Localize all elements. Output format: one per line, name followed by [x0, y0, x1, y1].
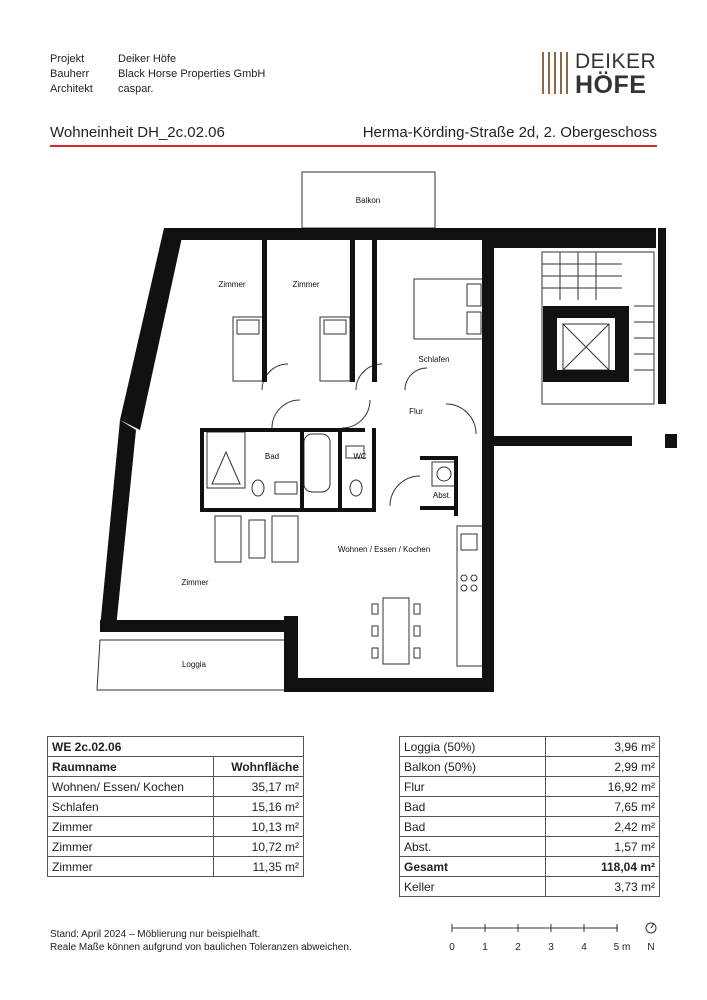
scale-tick-4: 4: [581, 942, 587, 953]
plan-walls: [100, 228, 677, 692]
label-zimmer-2: Zimmer: [292, 280, 320, 289]
row-area: 1,57 m²: [546, 837, 660, 857]
row-name: Zimmer: [48, 817, 214, 837]
header-divider: [50, 145, 657, 147]
row-area: 3,73 m²: [546, 877, 660, 897]
row-area: 118,04 m²: [546, 857, 660, 877]
row-name: Loggia (50%): [400, 737, 546, 757]
label-zimmer-3: Zimmer: [181, 578, 209, 587]
row-name: Schlafen: [48, 797, 214, 817]
table-row: [48, 837, 304, 857]
row-area: 2,99 m²: [546, 757, 660, 777]
logo-text-top: DEIKER: [575, 50, 657, 73]
table-row: [400, 797, 660, 817]
table-row: [48, 797, 304, 817]
row-name: Abst.: [400, 837, 546, 857]
row-name: Zimmer: [48, 837, 214, 857]
scale-bar: [450, 918, 658, 958]
col-wohnflaeche: Wohnfläche: [213, 757, 303, 777]
logo-bars-icon: [542, 52, 568, 94]
row-area: 35,17 m²: [213, 777, 303, 797]
projekt-label: Projekt: [50, 53, 85, 65]
row-name: Gesamt: [400, 857, 546, 877]
floor-plan: [0, 160, 707, 700]
row-area: 10,13 m²: [213, 817, 303, 837]
scale-tick-0: 0: [449, 942, 455, 953]
label-schlafen: Schlafen: [418, 355, 450, 364]
label-bad: Bad: [264, 452, 280, 461]
scale-tick-2: 2: [515, 942, 521, 953]
table-row: [400, 737, 660, 757]
bauherr-label: Bauherr: [50, 68, 90, 80]
label-wohnen: Wohnen / Essen / Kochen: [337, 545, 431, 554]
scale-tick-3: 3: [548, 942, 554, 953]
table-row: [48, 857, 304, 877]
room-table-left: [47, 736, 304, 877]
row-area: 11,35 m²: [213, 857, 303, 877]
row-area: 2,42 m²: [546, 817, 660, 837]
row-name: Bad: [400, 817, 546, 837]
row-area: 15,16 m²: [213, 797, 303, 817]
scale-tick-5: 5 m: [613, 942, 631, 953]
row-name: Flur: [400, 777, 546, 797]
architekt-value: caspar.: [118, 83, 154, 95]
row-name: Zimmer: [48, 857, 214, 877]
label-loggia: Loggia: [181, 660, 207, 669]
north-arrow-icon: [646, 923, 656, 933]
label-flur: Flur: [409, 407, 423, 416]
address-title: Herma-Körding-Straße 2d, 2. Obergeschoss: [362, 124, 657, 141]
table-row-total: [400, 857, 660, 877]
north-label: N: [647, 942, 655, 953]
row-area: 7,65 m²: [546, 797, 660, 817]
col-raumname: Raumname: [48, 757, 214, 777]
projekt-value: Deiker Höfe: [118, 53, 177, 65]
architekt-label: Architekt: [50, 83, 93, 95]
label-zimmer-1: Zimmer: [218, 280, 246, 289]
table-title: WE 2c.02.06: [48, 737, 304, 757]
row-area: 16,92 m²: [546, 777, 660, 797]
label-balkon: Balkon: [355, 196, 381, 205]
label-wc: WC: [353, 452, 367, 461]
table-row: [48, 777, 304, 797]
footer-note-1: Stand: April 2024 – Möblierung nur beispielhaft.: [50, 929, 261, 940]
table-row: [400, 757, 660, 777]
row-name: Bad: [400, 797, 546, 817]
label-abst: Abst.: [432, 491, 452, 500]
bauherr-value: Black Horse Properties GmbH: [118, 68, 266, 80]
row-area: 10,72 m²: [213, 837, 303, 857]
logo-text-bottom: HÖFE: [575, 71, 647, 99]
footer-note-2: Reale Maße können aufgrund von baulichen Toleranzen abweichen.: [50, 942, 352, 953]
row-name: Wohnen/ Essen/ Kochen: [48, 777, 214, 797]
scale-tick-1: 1: [482, 942, 488, 953]
table-row: [48, 817, 304, 837]
table-row: [400, 777, 660, 797]
row-name: Keller: [400, 877, 546, 897]
unit-title: Wohneinheit DH_2c.02.06: [50, 124, 225, 141]
table-row: [400, 877, 660, 897]
room-table-right: [399, 736, 660, 897]
table-row: [400, 837, 660, 857]
row-name: Balkon (50%): [400, 757, 546, 777]
table-row: [400, 817, 660, 837]
row-area: 3,96 m²: [546, 737, 660, 757]
